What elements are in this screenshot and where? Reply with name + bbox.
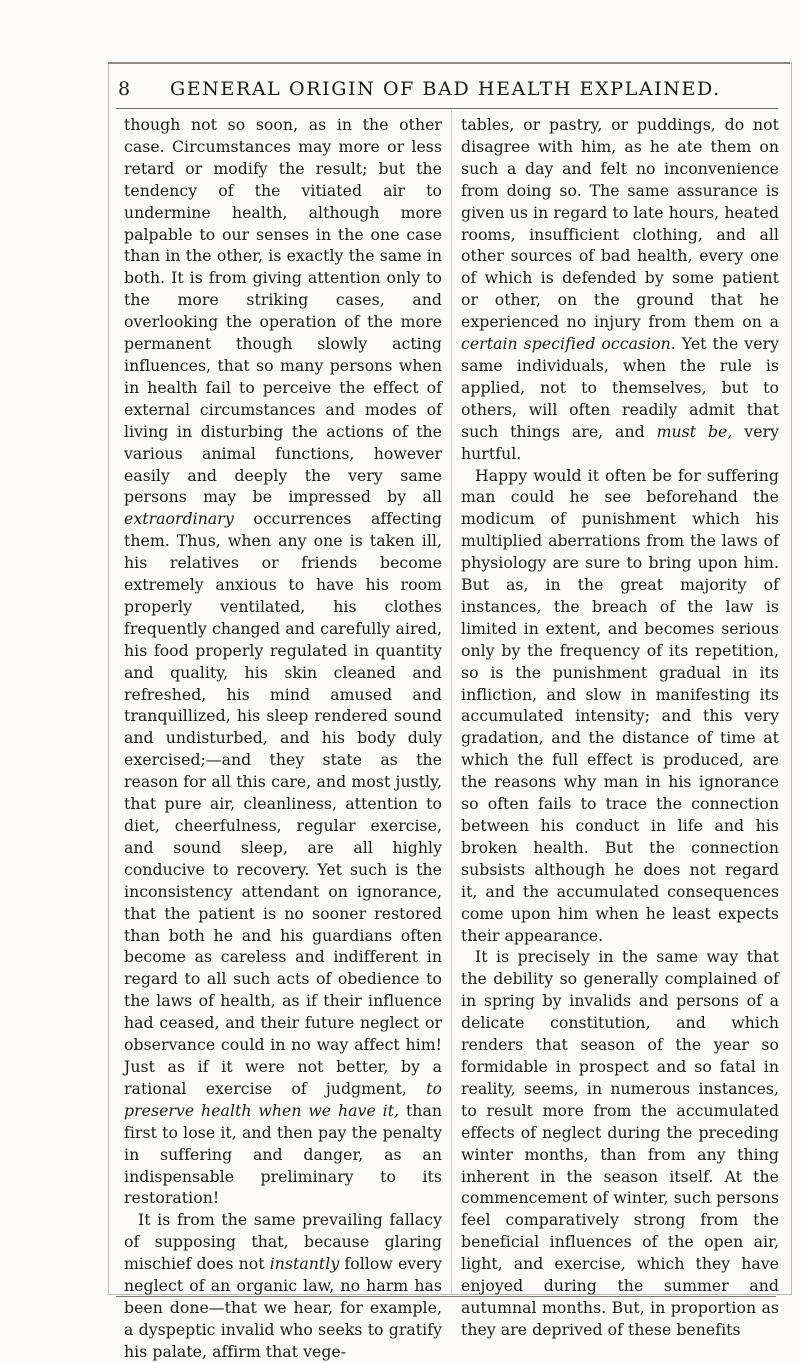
bottom-rule (116, 1296, 776, 1297)
page-number: 8 (118, 78, 132, 100)
right-column (461, 114, 779, 1341)
paragraph: though not so soon, as in the other case. Circumstances may more or less retard or modify the result; but the tendency of the vitiated air to undermine health, although more palpable to our senses in the one case than in the other, is exactly the same in both. It is from giving attention only to the more striking cases, and overlooking the operation of the more permanent though slowly acting influences, that so many persons when in health fail to perceive the effect of external circumstances and modes of living in disturbing the actions of the various animal functions, however easily and deeply the very same persons may be impressed by all extraordinary occurrences affecting them. Thus, when any one is taken ill, his relatives or friends become extremely anxious to have his room properly ventilated, his clothes frequently changed and carefully aired, his food properly regulated in quantity and quality, his skin cleaned and refreshed, his mind amused and tranquillized, his sleep rendered sound and undisturbed, and his body duly exercised;—and they state as the reason for all this care, and most justly, that pure air, cleanliness, attention to diet, cheerfulness, regular exercise, and sound sleep, are all highly conducive to recovery. Yet such is the inconsistency attendant on ignorance, that the patient is no sooner restored than both he and his guardians often become as careless and indifferent in regard to all such acts of obedience to the laws of health, as if their influence had ceased, and their future neglect or observance could in no way affect him! Just as if it were not better, by a rational exercise of judgment, to preserve health when we have it, than first to lose it, and then pay the penalty in suffering and danger, as an indispensable preliminary to its restoration! (124, 115, 443, 1208)
header-rule (116, 108, 778, 109)
column-divider (451, 110, 452, 1295)
paragraph: It is precisely in the same way that the debility so generally complained of in spring by invalids and persons of a delicate constitution, and which renders that season of the year so formidable in prospect and so fatal in reality, seems, in numerous instances, to result more from the accumulated effects of neglect during the preceding winter months, than from any thing inherent in the season itself. At the commencement of winter, such persons feel comparatively strong from the beneficial influences of the open air, light, and exercise, which they have enjoyed during the summer and autumnal months. But, in proportion as they are deprived of these benefits (461, 947, 779, 1339)
top-rule (108, 62, 790, 64)
paragraph: tables, or pastry, or puddings, do not disagree with him, as he ate them on such a day and felt no inconvenience from doing so. The same assurance is given us in regard to late hours, heated rooms, insufficient clothing, and all other sources of bad health, every one of which is defended by some patient or other, on the ground that he experienced no injury from them on a certain specified occasion. Yet the very same individuals, when the rule is applied, not to themselves, but to others, will often readily admit that such things are, and must be, very hurtful. (461, 115, 779, 463)
left-column (124, 114, 442, 1363)
paragraph: It is from the same prevailing fallacy of supposing that, because glaring mischief does not instantly follow every neglect of an organic law, no harm has been done—that we hear, for example, a dyspeptic invalid who seeks to gratify his palate, affirm that vege- (124, 1210, 442, 1361)
running-title: GENERAL ORIGIN OF BAD HEALTH EXPLAINED. (170, 78, 721, 100)
page-header (118, 76, 778, 106)
paragraph: Happy would it often be for suffering man could he see beforehand the modicum of punishment which his multiplied aberrations from the laws of physiology are sure to bring upon him. But as, in the great majority of instances, the breach of the law is limited in extent, and becomes serious only by the frequency of its repetition, so is the punishment gradual in its infliction, and slow in manifesting its accumulated intensity; and this very gradation, and the distance of time at which the full effect is produced, are the reasons why man in his ignorance so often fails to trace the connection between his conduct in life and his broken health. But the connection subsists although he does not regard it, and the accumulated consequences come upon him when he least expects their appearance. (461, 465, 779, 945)
